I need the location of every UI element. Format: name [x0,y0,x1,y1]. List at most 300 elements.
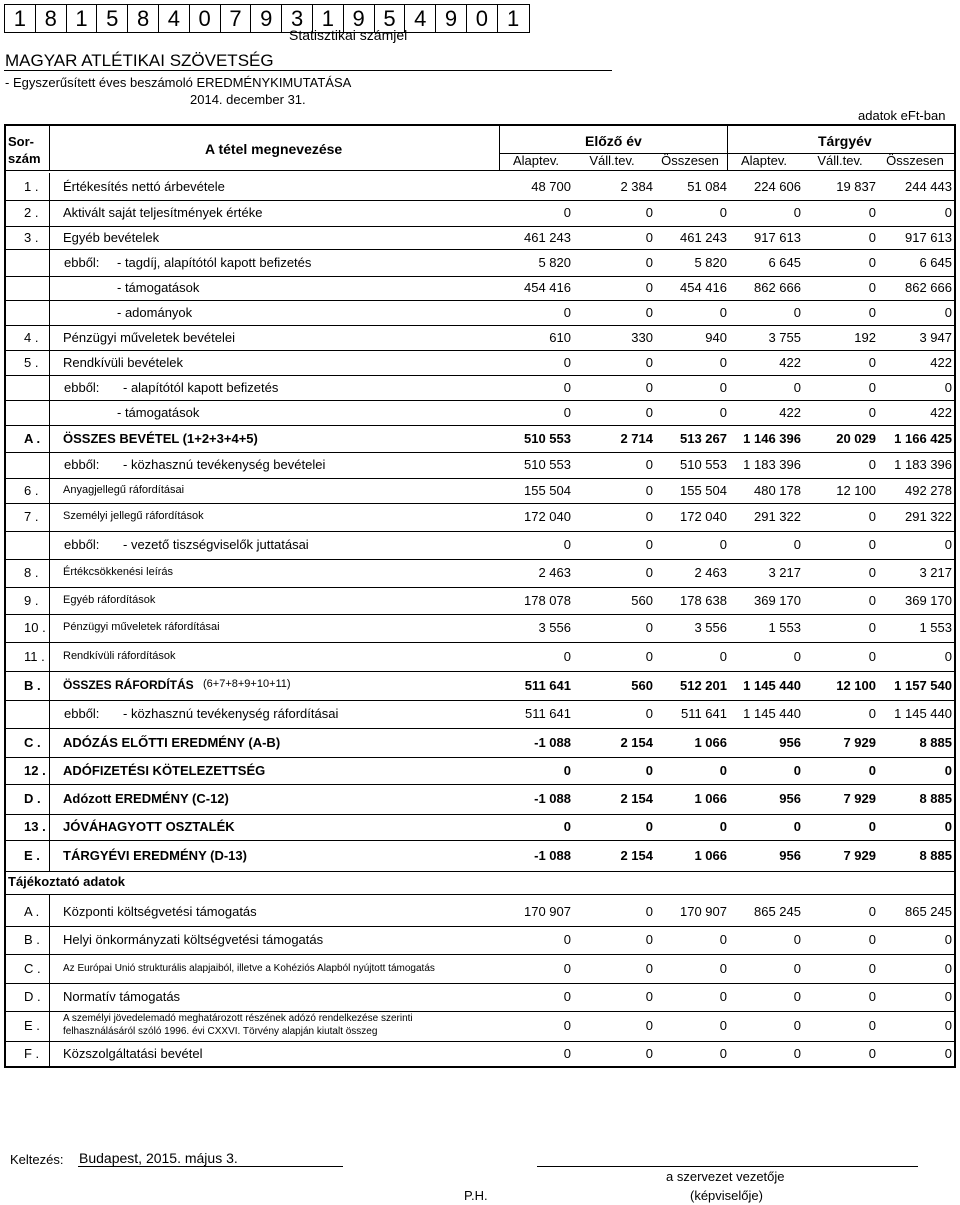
row-value: 2 463 [694,565,727,580]
row-label: Egyéb ráfordítások [63,593,156,606]
row-divider [49,923,50,954]
stat-number-box [4,4,530,33]
row-value: 510 553 [524,457,571,472]
row-value: 422 [779,354,801,370]
stat-digit: 9 [251,5,282,32]
info-row-label: A személyi jövedelemadó meghatározott részének adózó rendelkezése szerinti [63,1013,413,1024]
info-row-label: Közszolgáltatási bevétel [63,1046,203,1061]
info-row-value: 865 245 [905,903,952,919]
row-value: 0 [719,819,727,834]
row-value: 0 [719,404,727,420]
row-label: ADÓZÁS ELŐTTI EREDMÉNY (A-B) [63,734,281,750]
row-label: Aktivált saját teljesítmények értéke [63,205,263,220]
row-rule [4,1041,954,1042]
row-rule [4,300,954,301]
header-divider [49,124,50,170]
row-value: 0 [645,648,653,664]
info-row-value: 0 [563,932,571,947]
row-value: 7 929 [843,734,876,750]
row-value: 0 [563,648,571,664]
row-value: 511 641 [680,706,727,721]
row-value: 956 [779,734,801,750]
row-value: 1 183 396 [743,457,801,472]
row-label: Adózott EREDMÉNY (C-12) [63,791,229,806]
row-value: 0 [719,304,727,320]
row-value: 20 029 [836,430,876,446]
item-name-header: A tétel megnevezése [205,141,343,157]
row-value: 19 837 [836,178,876,194]
row-value: 0 [719,205,727,220]
info-row-value: 0 [868,932,876,947]
info-row-value: 0 [719,1018,727,1033]
row-value: 956 [779,847,801,863]
row-rule [4,478,954,479]
row-value: 0 [645,762,653,778]
row-value: 1 145 440 [743,677,801,693]
row-value: 0 [868,379,876,395]
row-divider [49,375,50,400]
info-title: Tájékoztató adatok [8,874,126,889]
row-value: 422 [930,354,952,370]
row-value: 7 929 [843,847,876,863]
row-divider [49,173,50,200]
row-rule [4,784,954,785]
row-label: - adományok [117,304,193,320]
row-value: 3 947 [919,329,952,345]
row-value: 2 154 [620,791,653,806]
row-value: 1 553 [768,620,801,635]
info-row-number: F . [24,1046,40,1061]
row-value: 0 [645,229,653,245]
row-number: 13 . [24,819,46,834]
row-value: 461 243 [680,229,727,245]
row-divider [49,1038,50,1067]
row-rule [4,700,954,701]
stat-digit: 1 [5,5,36,32]
signature-line [537,1166,918,1167]
row-value: 0 [868,404,876,420]
row-label: Anyagjellegű ráfordításai [63,483,185,496]
row-value: 0 [645,304,653,320]
row-rule [4,249,954,250]
row-value: 0 [563,379,571,395]
row-divider [49,587,50,614]
row-value: 0 [645,379,653,395]
col-header: Összesen [886,153,944,168]
info-row-value: 170 907 [680,903,727,919]
row-value: 560 [631,592,653,608]
info-row-value: 0 [719,989,727,1004]
row-value: 1 157 540 [894,677,952,693]
row-divider [49,814,50,840]
row-value: 0 [868,819,876,834]
row-value: 1 066 [694,734,727,750]
row-value: 155 504 [680,482,727,498]
stat-digit: 9 [344,5,375,32]
row-value: 1 166 425 [894,430,952,446]
row-value: 0 [868,254,876,270]
row-rule [4,587,954,588]
row-value: 0 [868,648,876,664]
row-divider [49,249,50,276]
row-number: 4 . [24,329,39,345]
row-value: 956 [779,791,801,806]
row-number: 2 . [24,205,39,220]
row-value: 1 146 396 [743,430,801,446]
row-value: 12 100 [836,482,876,498]
row-label: Rendkívüli bevételek [63,354,183,370]
info-row-value: 0 [793,960,801,976]
row-value: 512 201 [680,677,727,693]
stat-digit: 3 [282,5,313,32]
info-row-number: C . [24,960,41,976]
stat-digit: 1 [313,5,344,32]
row-value: 224 606 [754,178,801,194]
row-prefix: ebből: [64,537,100,552]
row-value: 560 [631,677,653,693]
row-value: 7 929 [843,791,876,806]
col-header: Váll.tev. [589,153,635,168]
row-value: 0 [645,280,653,295]
row-value: 492 278 [905,482,952,498]
info-row-value: 0 [868,989,876,1004]
row-divider [49,951,50,983]
row-value: 3 556 [538,620,571,635]
org-name: MAGYAR ATLÉTIKAI SZÖVETSÉG [5,51,274,70]
row-value: 3 217 [768,565,801,580]
info-row-value: 0 [719,1046,727,1061]
info-row-label: Az Európai Unió strukturális alapjaiból, illetve a Kohéziós Alapból nyújtott támogatás [63,962,435,974]
row-value: 0 [868,509,876,524]
row-label: ÖSSZES BEVÉTEL (1+2+3+4+5) [63,430,258,446]
row-value: 6 645 [768,254,801,270]
row-divider [49,559,50,587]
row-value: 0 [645,404,653,420]
row-value: 0 [645,819,653,834]
row-divider [49,200,50,226]
row-value: 0 [645,457,653,472]
row-number: 3 . [24,229,39,245]
row-value: 6 645 [919,254,952,270]
row-number: 6 . [24,482,39,498]
row-divider [49,840,50,871]
row-rule [4,926,954,927]
row-number: A . [24,430,41,446]
row-value: 1 183 396 [894,457,952,472]
info-row-value: 0 [944,989,952,1004]
row-value: 0 [645,620,653,635]
info-row-value: 0 [563,960,571,976]
row-value: 155 504 [524,482,571,498]
row-value: 917 613 [905,229,952,245]
row-value: 2 154 [620,847,653,863]
row-value: 3 755 [768,329,801,345]
row-divider [49,980,50,1011]
row-value: 0 [868,620,876,635]
row-value: 0 [868,229,876,245]
info-row-value: 0 [563,1018,571,1033]
row-number: 11 . [24,648,45,664]
row-value: 0 [793,304,801,320]
row-value: 0 [793,537,801,552]
row-value: 291 322 [905,509,952,524]
row-value: 0 [868,354,876,370]
row-value: 0 [944,379,952,395]
info-row-value: 0 [944,1018,952,1033]
row-divider [49,894,50,926]
sorszam-header: szám [8,151,41,166]
row-label: ADÓFIZETÉSI KÖTELEZETTSÉG [63,762,266,778]
row-value: 0 [868,205,876,220]
row-number: D . [24,791,41,806]
info-row-value: 0 [645,1018,653,1033]
row-divider [49,1008,50,1041]
row-value: 0 [563,304,571,320]
row-value: 0 [868,457,876,472]
row-value: 0 [645,354,653,370]
row-prefix: ebből: [64,706,100,721]
row-value: 454 416 [524,280,571,295]
row-divider [49,276,50,300]
row-value: 0 [793,762,801,778]
row-value: 3 217 [919,565,952,580]
row-divider [49,614,50,642]
row-value: 454 416 [680,280,727,295]
row-value: 0 [868,706,876,721]
sorszam-header: Sor- [8,134,34,149]
row-prefix: ebből: [64,379,100,395]
row-value: 2 463 [538,565,571,580]
row-value: 513 267 [680,430,727,446]
stat-digit: 1 [67,5,98,32]
row-value: 0 [868,565,876,580]
row-value: 1 145 440 [743,706,801,721]
row-value: 0 [719,537,727,552]
org-underline [4,70,612,71]
info-row-number: E . [24,1018,40,1033]
row-value: -1 088 [534,734,571,750]
row-prefix: ebből: [64,254,100,270]
row-value: 917 613 [754,229,801,245]
row-divider [49,728,50,757]
row-value: 0 [645,254,653,270]
row-value: 940 [705,329,727,345]
info-row-value: 0 [868,903,876,919]
info-row-number: D . [24,989,41,1004]
info-row-value: 0 [645,989,653,1004]
info-row-value: 0 [944,960,952,976]
row-value: 1 066 [694,791,727,806]
date-value: Budapest, 2015. május 3. [79,1150,238,1166]
date-label: Keltezés: [10,1152,64,1167]
info-row-value: 0 [868,960,876,976]
row-rule [4,276,954,277]
row-value: 0 [563,762,571,778]
row-value: 511 641 [524,677,571,693]
info-row-value: 0 [944,932,952,947]
row-rule [4,728,954,729]
info-row-label: felhasználásáról szóló 1996. évi CXXVI. Törvény alapján kiutalt összeg [63,1026,378,1037]
info-row-value: 0 [719,960,727,976]
row-value: 0 [645,509,653,524]
row-value: 480 178 [754,482,801,498]
row-prefix: ebből: [64,457,100,472]
info-row-value: 0 [645,960,653,976]
row-value: 0 [645,537,653,552]
stat-digit: 5 [375,5,406,32]
info-row-value: 0 [645,1046,653,1061]
row-value: 0 [645,565,653,580]
row-label: JÓVÁHAGYOTT OSZTALÉK [63,819,235,834]
row-rule [4,757,954,758]
info-row-value: 0 [793,1046,801,1061]
row-value: -1 088 [534,791,571,806]
stat-number-label: Statisztikai számjel [289,27,408,43]
row-divider [49,503,50,531]
row-value: 511 641 [524,706,571,721]
row-value: 422 [930,404,952,420]
col-header: Összesen [661,153,719,168]
row-label: - támogatások [117,404,200,420]
row-value: 0 [868,762,876,778]
stat-digit: 5 [97,5,128,32]
row-number: B . [24,677,41,693]
row-rule [4,350,954,351]
row-label-suffix: (6+7+8+9+10+11) [203,677,291,690]
col-header: Váll.tev. [817,153,863,168]
row-rule [4,671,954,672]
income-statement-table [4,124,956,1068]
row-divider [49,784,50,814]
signer-title: a szervezet vezetője [666,1169,785,1184]
info-row-value: 0 [793,989,801,1004]
row-rule [4,375,954,376]
stat-digit: 1 [507,5,520,31]
row-rule [4,954,954,955]
row-value: 862 666 [754,280,801,295]
row-value: 0 [719,762,727,778]
info-row-number: A . [24,903,40,919]
header-rule [4,170,954,171]
row-value: 244 443 [905,178,952,194]
row-value: 291 322 [754,509,801,524]
row-value: 0 [793,205,801,220]
info-row-value: 0 [793,1018,801,1033]
row-number: 10 . [24,620,46,635]
stat-digit: 4 [405,5,436,32]
row-number: 8 . [24,565,39,580]
row-label: Értékesítés nettó árbevétele [63,178,225,194]
row-rule [4,503,954,504]
info-row-value: 0 [645,932,653,947]
row-value: 862 666 [905,280,952,295]
row-value: 178 638 [680,592,727,608]
row-label: Pénzügyi műveletek bevételei [63,329,235,345]
row-number: C . [24,734,41,750]
row-rule [4,642,954,643]
row-value: 192 [854,329,876,345]
row-divider [49,452,50,478]
row-value: 1 553 [919,620,952,635]
row-rule [4,425,954,426]
row-value: 0 [944,762,952,778]
row-value: 0 [868,537,876,552]
row-divider [49,671,50,700]
row-divider [49,425,50,452]
info-row-value: 170 907 [524,903,571,919]
row-label: Rendkívüli ráfordítások [63,649,176,662]
row-value: 461 243 [524,229,571,245]
row-value: 610 [549,329,571,345]
row-divider [49,700,50,728]
row-rule [4,983,954,984]
stat-digit: 4 [159,5,190,32]
row-value: 0 [944,819,952,834]
row-value: 0 [793,379,801,395]
info-row-value: 0 [868,1018,876,1033]
row-value: 0 [563,819,571,834]
info-row-value: 0 [944,1046,952,1061]
row-value: 0 [719,648,727,664]
row-divider [49,325,50,350]
row-rule [4,894,954,895]
row-divider [49,642,50,671]
row-label: - vezető tiszségviselők juttatásai [123,537,309,552]
info-row-value: 865 245 [754,903,801,919]
row-value: 510 553 [680,457,727,472]
row-value: 1 145 440 [894,706,952,721]
info-row-value: 0 [645,903,653,919]
row-value: 0 [868,280,876,295]
signer-subtitle: (képviselője) [690,1188,763,1203]
row-value: 0 [563,354,571,370]
stat-digit: 0 [467,5,498,32]
row-value: 0 [944,537,952,552]
row-value: 1 066 [694,847,727,863]
row-value: 510 553 [524,430,571,446]
row-divider [49,226,50,249]
row-value: 0 [944,304,952,320]
prev-year-header: Előző év [585,133,642,149]
info-row-label: Normatív támogatás [63,989,181,1004]
row-value: 48 700 [531,178,571,194]
row-divider [49,300,50,325]
row-value: 0 [645,482,653,498]
stat-digit: 7 [221,5,252,32]
row-value: 2 384 [620,178,653,194]
date-underline [78,1166,343,1167]
row-divider [49,757,50,784]
row-value: 172 040 [524,509,571,524]
row-rule [4,1011,954,1012]
info-row-value: 0 [563,989,571,1004]
col-header: Alaptev. [740,153,787,168]
row-value: 0 [563,537,571,552]
row-label: ÖSSZES RÁFORDÍTÁS [63,677,194,692]
info-row-value: 0 [563,1046,571,1061]
row-number: 12 . [24,762,46,778]
row-value: 369 170 [754,592,801,608]
row-label: Személyi jellegű ráfordítások [63,510,204,522]
row-value: 2 714 [620,430,653,446]
row-value: 0 [868,304,876,320]
row-value: 330 [631,329,653,345]
stamp-label: P.H. [464,1188,488,1203]
row-value: 8 885 [919,791,952,806]
row-rule [4,531,954,532]
row-value: 8 885 [919,734,952,750]
stat-digit: 9 [436,5,467,32]
